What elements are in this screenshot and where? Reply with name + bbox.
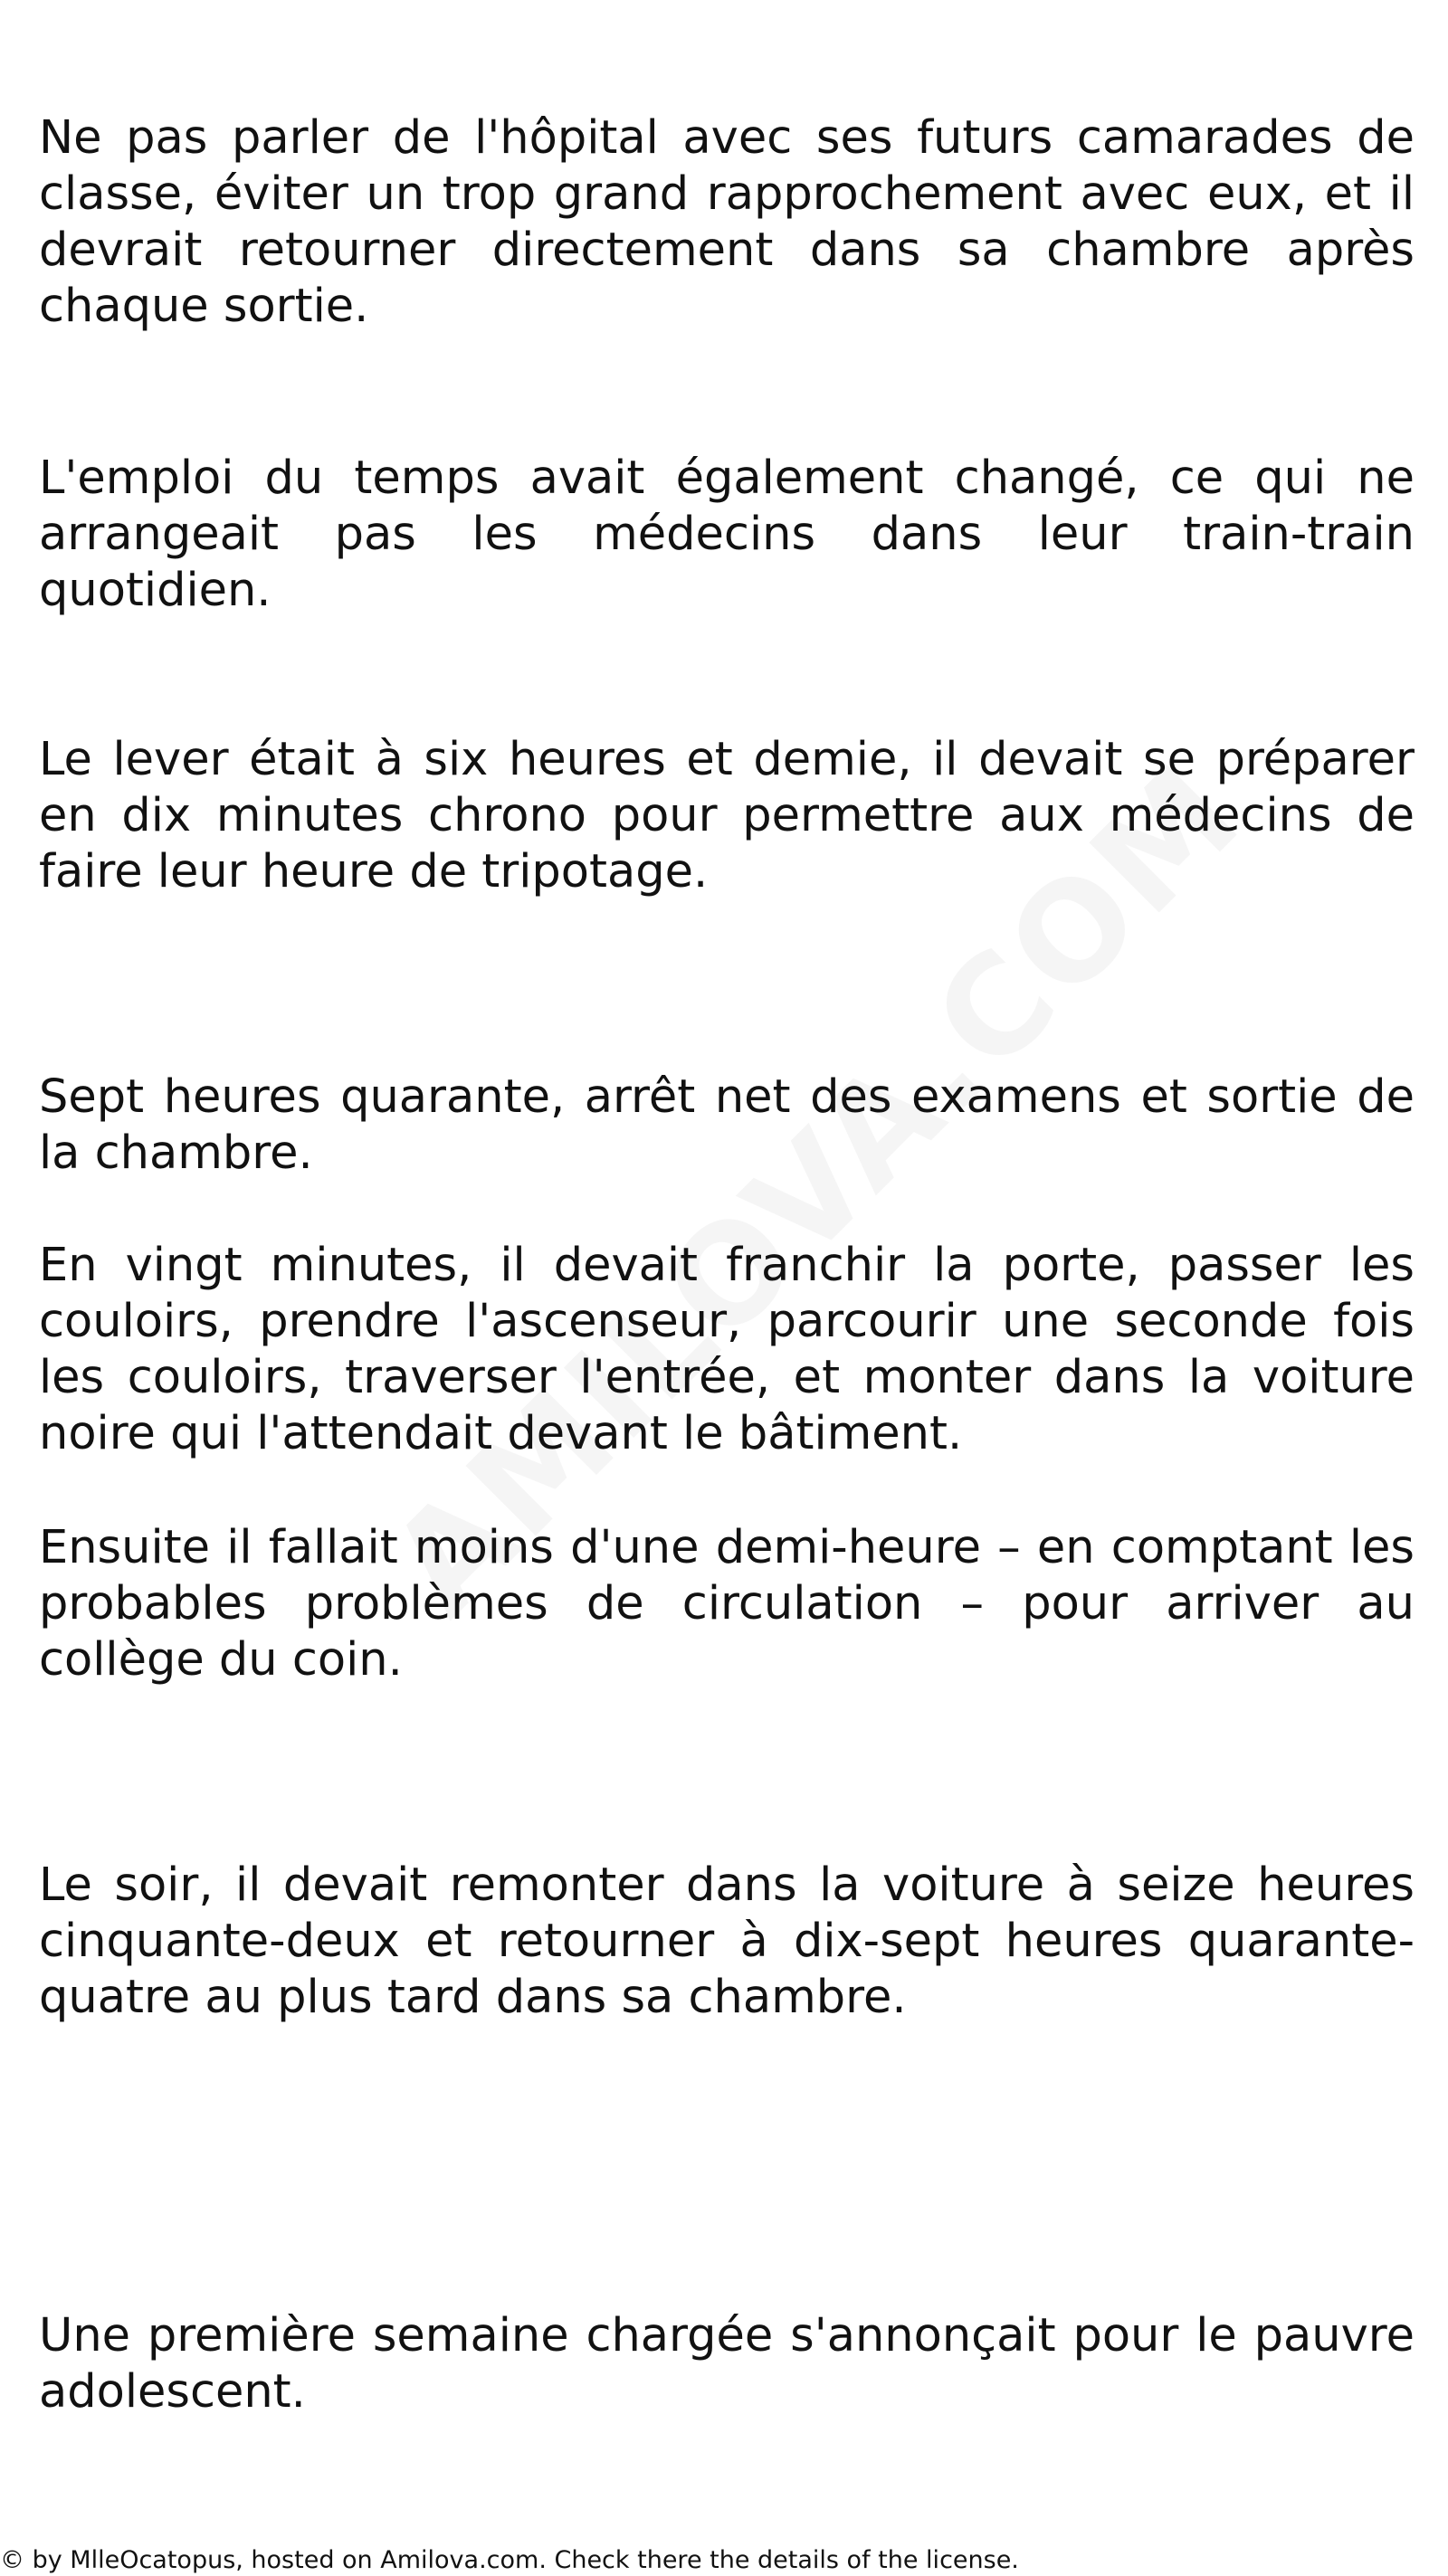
paragraph: Sept heures quarante, arrêt net des examens et sortie de la chambre. (39, 1070, 1415, 1180)
paragraph: L'emploi du temps avait également changé, ce qui ne arrangeait pas les médecins dans leur train-train quotidien. (39, 452, 1415, 617)
paragraph: Le lever était à six heures et demie, il devait se préparer en dix minutes chrono pour permettre aux médecins de faire leur heure de tripotage. (39, 733, 1415, 898)
paragraph: Ne pas parler de l'hôpital avec ses futurs camarades de classe, éviter un trop grand rapprochement avec eux, et il devrait retourner directement dans sa chambre après chaque sortie. (39, 111, 1415, 333)
paragraph: Ensuite il fallait moins d'une demi-heure – en comptant les probables problèmes de circulation – pour arriver au collège du coin. (39, 1521, 1415, 1687)
license-footer: © by MlleOcatopus, hosted on Amilova.com. Check there the details of the license. (0, 2546, 1019, 2574)
paragraph: Le soir, il devait remonter dans la voiture à seize heures cinquante-deux et retourner à dix-sept heures quarante-quatre au plus tard dans sa chambre. (39, 1858, 1415, 2024)
paragraph: En vingt minutes, il devait franchir la porte, passer les couloirs, prendre l'ascenseur, parcourir une seconde fois les couloirs, traverser l'entrée, et monter dans la voiture noire qui l'attendait devant le bâtiment. (39, 1239, 1415, 1460)
paragraph: Une première semaine chargée s'annonçait pour le pauvre adolescent. (39, 2309, 1415, 2419)
